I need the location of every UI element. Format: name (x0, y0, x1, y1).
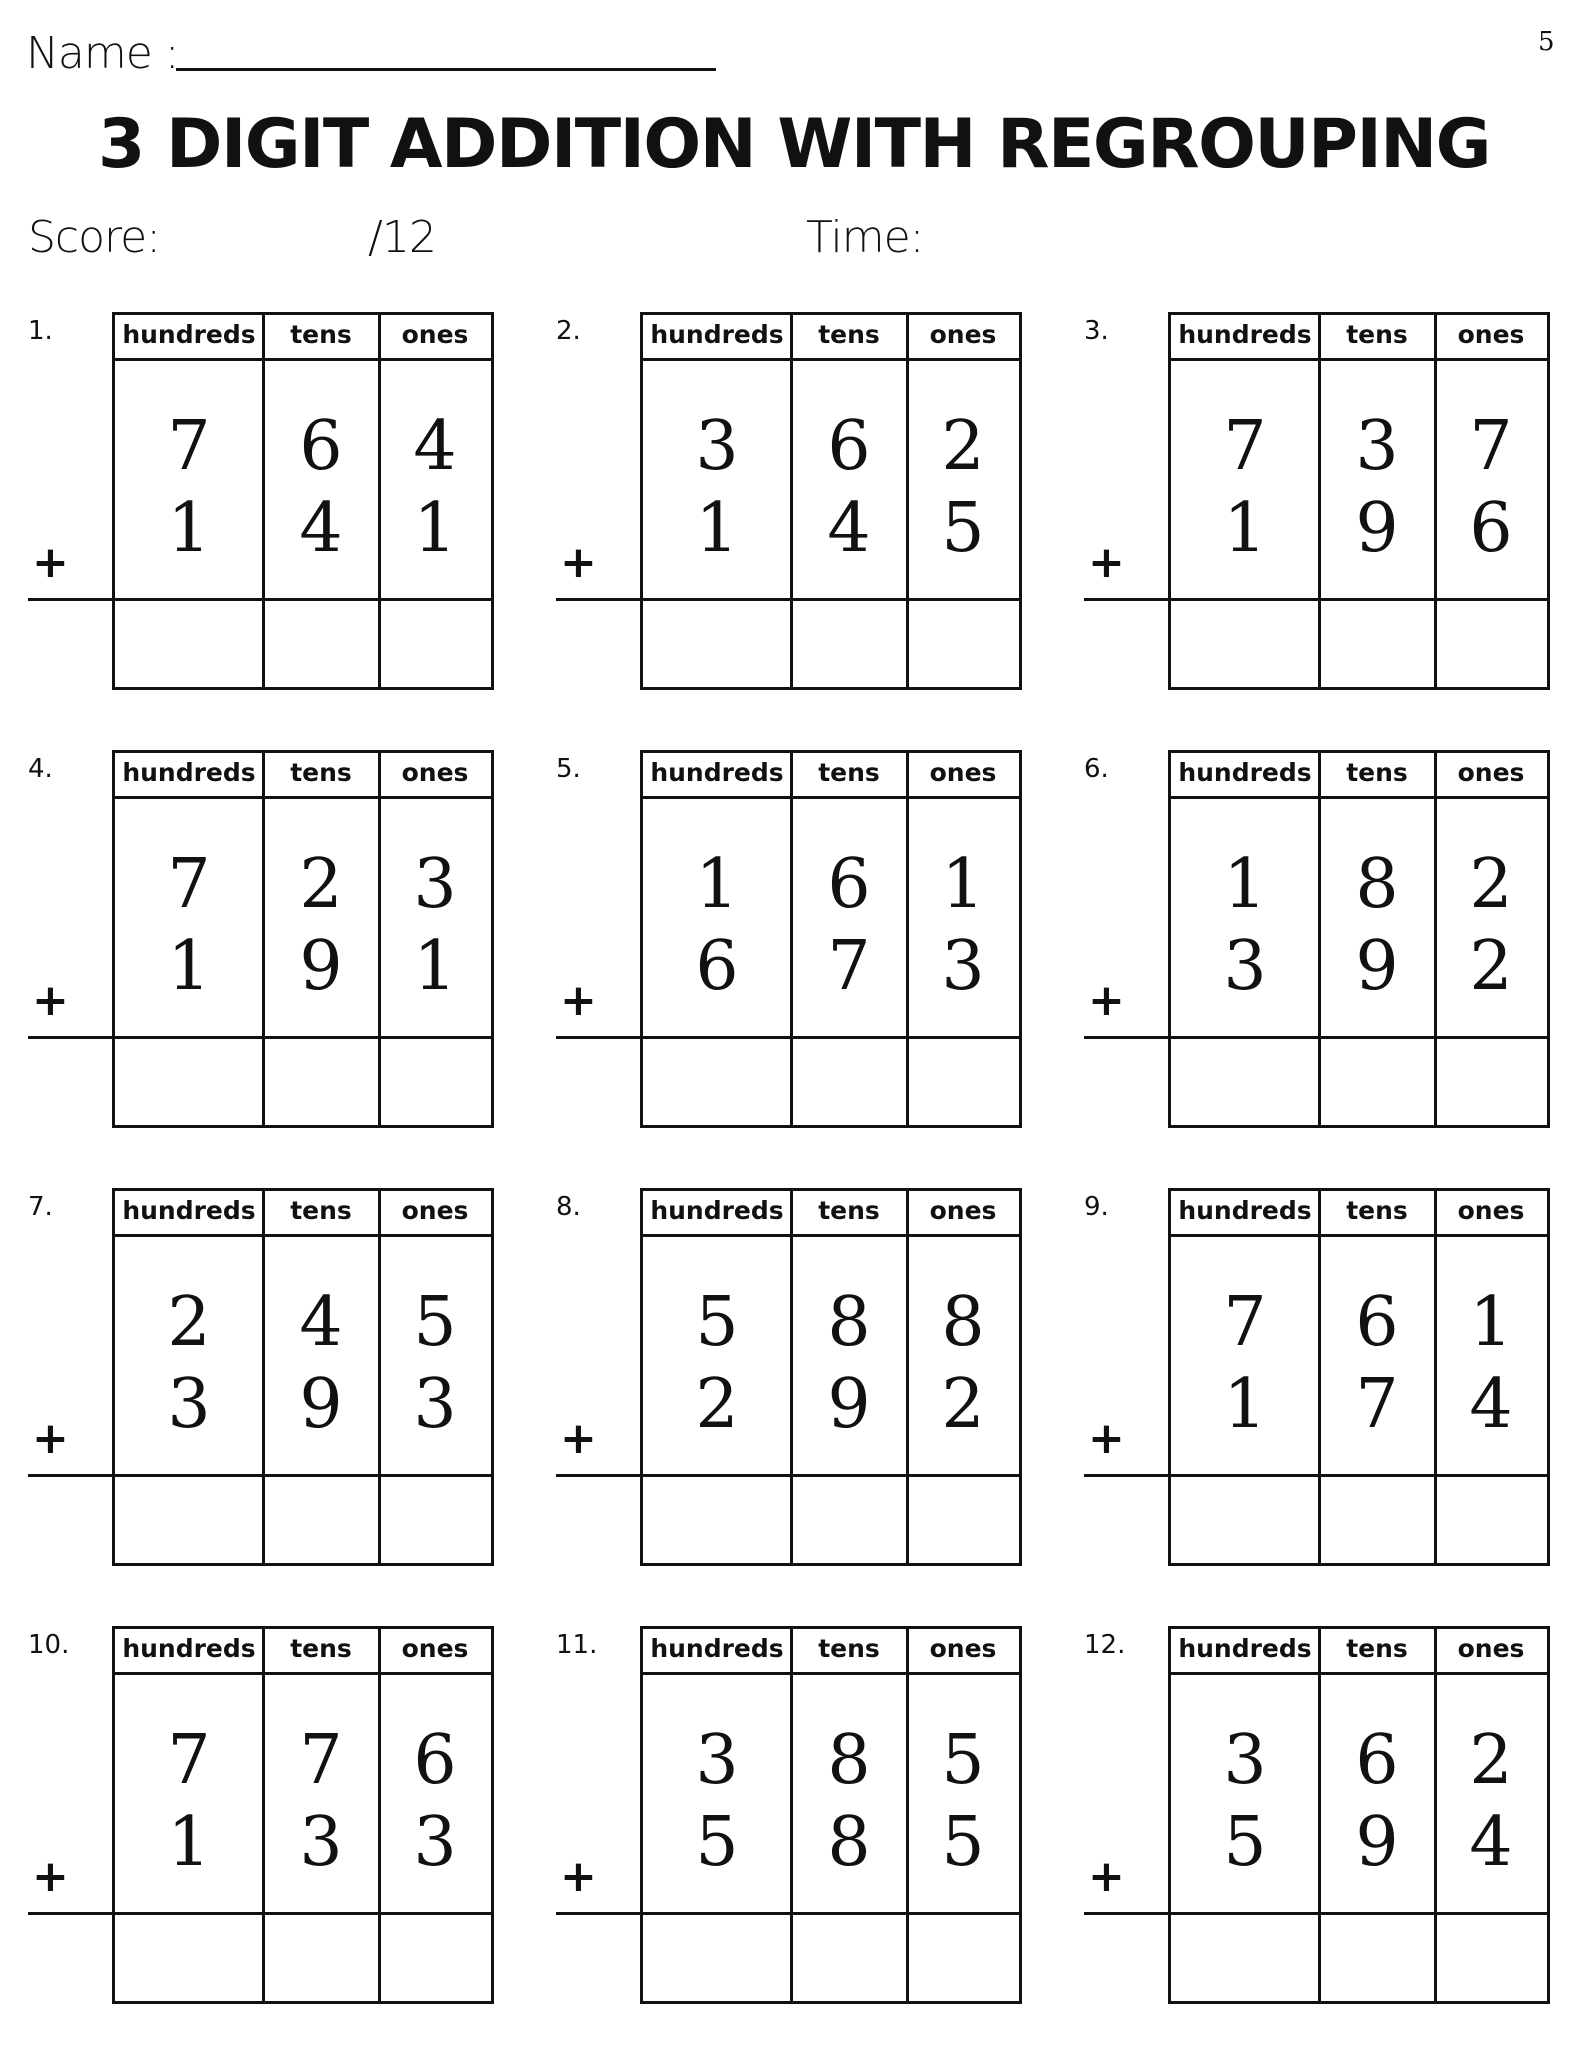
column-header-ones: ones (401, 1634, 469, 1663)
answer-cell-tens[interactable] (263, 604, 378, 687)
answer-cell-tens[interactable] (791, 604, 906, 687)
addend-top-tens-digit: 4 (299, 1283, 343, 1362)
header-row (1171, 315, 1547, 361)
addend-top-tens-digit: 8 (827, 1721, 871, 1800)
answer-cell-hundreds[interactable] (643, 1480, 790, 1563)
plus-sign: + (32, 1851, 69, 1902)
sum-line (1084, 598, 1550, 601)
column-header-tens: tens (290, 1634, 352, 1663)
sum-line (28, 1474, 494, 1477)
problem (28, 312, 538, 692)
problem (1084, 750, 1588, 1130)
addend-bottom-ones-digit: 1 (413, 927, 457, 1006)
addend-top-ones-digit: 2 (1469, 845, 1513, 924)
answer-cell-hundreds[interactable] (115, 1480, 262, 1563)
answer-cell-ones[interactable] (1435, 1042, 1547, 1125)
column-header-ones: ones (401, 1196, 469, 1225)
answer-cell-tens[interactable] (263, 1042, 378, 1125)
addend-top-hundreds-digit: 3 (1223, 1721, 1267, 1800)
sum-line (28, 598, 494, 601)
addend-top-ones-digit: 5 (413, 1283, 457, 1362)
answer-cell-tens[interactable] (1319, 1918, 1434, 2001)
addend-top-tens-digit: 6 (827, 407, 871, 486)
place-value-table (112, 1626, 494, 2004)
problem (1084, 1626, 1588, 2006)
answer-cell-ones[interactable] (907, 604, 1019, 687)
addend-bottom-tens-digit: 9 (1355, 927, 1399, 1006)
addend-top-tens-digit: 6 (299, 407, 343, 486)
addend-bottom-hundreds-digit: 1 (1223, 1365, 1267, 1444)
addend-top-ones-digit: 6 (413, 1721, 457, 1800)
addend-top-ones-digit: 2 (941, 407, 985, 486)
addend-bottom-tens-digit: 7 (1355, 1365, 1399, 1444)
addend-bottom-ones-digit: 1 (413, 489, 457, 568)
addend-top-ones-digit: 2 (1469, 1721, 1513, 1800)
addend-bottom-tens-digit: 9 (299, 1365, 343, 1444)
addend-bottom-ones-digit: 2 (1469, 927, 1513, 1006)
addend-top-hundreds-digit: 2 (167, 1283, 211, 1362)
header-row (115, 1629, 491, 1675)
addend-top-tens-digit: 3 (1355, 407, 1399, 486)
column-header-tens: tens (818, 758, 880, 787)
problem (556, 312, 1066, 692)
answer-cell-ones[interactable] (907, 1480, 1019, 1563)
addend-bottom-tens-digit: 4 (299, 489, 343, 568)
column-header-hundreds: hundreds (650, 320, 784, 349)
addend-bottom-ones-digit: 3 (413, 1803, 457, 1882)
sum-line (556, 1912, 1022, 1915)
plus-sign: + (560, 537, 597, 588)
answer-cell-hundreds[interactable] (1171, 1480, 1318, 1563)
problem (28, 750, 538, 1130)
header-row (643, 1629, 1019, 1675)
addend-bottom-hundreds-digit: 1 (167, 489, 211, 568)
column-header-ones: ones (929, 320, 997, 349)
addend-top-hundreds-digit: 7 (1223, 407, 1267, 486)
column-header-hundreds: hundreds (650, 1196, 784, 1225)
addend-bottom-ones-digit: 4 (1469, 1365, 1513, 1444)
addend-top-tens-digit: 6 (1355, 1721, 1399, 1800)
answer-cell-ones[interactable] (379, 1918, 491, 2001)
answer-cell-ones[interactable] (1435, 1918, 1547, 2001)
problem-number: 4. (28, 754, 53, 784)
place-value-table (1168, 750, 1550, 1128)
place-value-table (640, 1626, 1022, 2004)
column-header-hundreds: hundreds (1178, 758, 1312, 787)
addend-top-hundreds-digit: 1 (695, 845, 739, 924)
problem-number: 1. (28, 316, 53, 346)
column-header-tens: tens (1346, 758, 1408, 787)
header-row (115, 753, 491, 799)
answer-cell-tens[interactable] (791, 1480, 906, 1563)
answer-cell-hundreds[interactable] (643, 604, 790, 687)
addend-top-ones-digit: 1 (1469, 1283, 1513, 1362)
column-header-hundreds: hundreds (122, 758, 256, 787)
column-header-tens: tens (1346, 1196, 1408, 1225)
answer-cell-ones[interactable] (379, 1042, 491, 1125)
addend-top-tens-digit: 6 (1355, 1283, 1399, 1362)
column-header-tens: tens (290, 1196, 352, 1225)
addend-top-tens-digit: 8 (1355, 845, 1399, 924)
worksheet-title: 3 DIGIT ADDITION WITH REGROUPING (98, 105, 1490, 184)
column-header-hundreds: hundreds (650, 758, 784, 787)
addend-top-hundreds-digit: 7 (167, 845, 211, 924)
place-value-table (112, 1188, 494, 1566)
plus-sign: + (560, 1413, 597, 1464)
addend-bottom-hundreds-digit: 3 (167, 1365, 211, 1444)
addend-bottom-hundreds-digit: 1 (695, 489, 739, 568)
addend-top-ones-digit: 1 (941, 845, 985, 924)
place-value-table (1168, 312, 1550, 690)
header-row (1171, 1629, 1547, 1675)
problem (28, 1626, 538, 2006)
addend-bottom-hundreds-digit: 1 (167, 927, 211, 1006)
addend-top-tens-digit: 8 (827, 1283, 871, 1362)
problem-number: 10. (28, 1630, 70, 1660)
addend-bottom-tens-digit: 9 (1355, 489, 1399, 568)
plus-sign: + (560, 1851, 597, 1902)
addend-top-ones-digit: 4 (413, 407, 457, 486)
problem (1084, 312, 1588, 692)
answer-cell-ones[interactable] (379, 604, 491, 687)
addend-bottom-hundreds-digit: 6 (695, 927, 739, 1006)
problem-number: 12. (1084, 1630, 1126, 1660)
addend-bottom-ones-digit: 5 (941, 1803, 985, 1882)
addend-top-hundreds-digit: 7 (167, 1721, 211, 1800)
addend-bottom-ones-digit: 2 (941, 1365, 985, 1444)
problem-number: 5. (556, 754, 581, 784)
addend-bottom-tens-digit: 9 (299, 927, 343, 1006)
addend-bottom-hundreds-digit: 5 (1223, 1803, 1267, 1882)
addend-bottom-tens-digit: 9 (827, 1365, 871, 1444)
sum-line (556, 1474, 1022, 1477)
place-value-table (640, 750, 1022, 1128)
answer-cell-hundreds[interactable] (643, 1918, 790, 2001)
addend-bottom-ones-digit: 3 (413, 1365, 457, 1444)
addend-bottom-hundreds-digit: 5 (695, 1803, 739, 1882)
answer-cell-ones[interactable] (1435, 604, 1547, 687)
problem-number: 8. (556, 1192, 581, 1222)
score-total: /12 (368, 212, 436, 263)
plus-sign: + (1088, 1851, 1125, 1902)
header-row (643, 315, 1019, 361)
addend-top-tens-digit: 2 (299, 845, 343, 924)
problem-number: 3. (1084, 316, 1109, 346)
problem (556, 750, 1066, 1130)
sum-line (1084, 1912, 1550, 1915)
addend-bottom-tens-digit: 8 (827, 1803, 871, 1882)
addend-bottom-hundreds-digit: 1 (1223, 489, 1267, 568)
column-header-hundreds: hundreds (122, 320, 256, 349)
answer-cell-tens[interactable] (1319, 1480, 1434, 1563)
problem (556, 1626, 1066, 2006)
addend-bottom-tens-digit: 9 (1355, 1803, 1399, 1882)
answer-cell-tens[interactable] (263, 1480, 378, 1563)
column-header-tens: tens (290, 758, 352, 787)
sum-line (556, 1036, 1022, 1039)
time-label: Time: (806, 212, 924, 263)
addend-bottom-hundreds-digit: 2 (695, 1365, 739, 1444)
addend-bottom-tens-digit: 4 (827, 489, 871, 568)
column-header-ones: ones (1457, 1196, 1525, 1225)
problem-number: 7. (28, 1192, 53, 1222)
plus-sign: + (1088, 537, 1125, 588)
problem-number: 9. (1084, 1192, 1109, 1222)
place-value-table (1168, 1626, 1550, 2004)
answer-cell-tens[interactable] (263, 1918, 378, 2001)
addend-top-hundreds-digit: 3 (695, 1721, 739, 1800)
column-header-ones: ones (401, 758, 469, 787)
plus-sign: + (32, 975, 69, 1026)
addend-top-hundreds-digit: 5 (695, 1283, 739, 1362)
answer-cell-ones[interactable] (907, 1918, 1019, 2001)
answer-cell-ones[interactable] (1435, 1480, 1547, 1563)
problem-number: 6. (1084, 754, 1109, 784)
answer-cell-hundreds[interactable] (643, 1042, 790, 1125)
answer-cell-ones[interactable] (379, 1480, 491, 1563)
column-header-ones: ones (929, 1634, 997, 1663)
addend-top-ones-digit: 7 (1469, 407, 1513, 486)
header-row (115, 315, 491, 361)
answer-cell-ones[interactable] (907, 1042, 1019, 1125)
addend-top-hundreds-digit: 7 (167, 407, 211, 486)
place-value-table (1168, 1188, 1550, 1566)
header-row (1171, 753, 1547, 799)
sum-line (556, 598, 1022, 601)
column-header-ones: ones (1457, 758, 1525, 787)
column-header-ones: ones (929, 1196, 997, 1225)
addend-top-hundreds-digit: 7 (1223, 1283, 1267, 1362)
column-header-hundreds: hundreds (650, 1634, 784, 1663)
plus-sign: + (560, 975, 597, 1026)
column-header-ones: ones (401, 320, 469, 349)
addend-bottom-tens-digit: 7 (827, 927, 871, 1006)
addend-bottom-tens-digit: 3 (299, 1803, 343, 1882)
column-header-hundreds: hundreds (1178, 1634, 1312, 1663)
answer-cell-tens[interactable] (791, 1042, 906, 1125)
addend-bottom-ones-digit: 3 (941, 927, 985, 1006)
addend-bottom-ones-digit: 4 (1469, 1803, 1513, 1882)
plus-sign: + (1088, 1413, 1125, 1464)
addend-top-ones-digit: 5 (941, 1721, 985, 1800)
plus-sign: + (32, 537, 69, 588)
header-row (115, 1191, 491, 1237)
addend-top-tens-digit: 7 (299, 1721, 343, 1800)
sum-line (1084, 1036, 1550, 1039)
addend-top-ones-digit: 8 (941, 1283, 985, 1362)
page-number: 5 (1538, 27, 1555, 57)
addend-top-hundreds-digit: 1 (1223, 845, 1267, 924)
problem-number: 2. (556, 316, 581, 346)
header-row (643, 1191, 1019, 1237)
place-value-table (640, 1188, 1022, 1566)
column-header-tens: tens (818, 1634, 880, 1663)
addend-bottom-hundreds-digit: 1 (167, 1803, 211, 1882)
sum-line (28, 1912, 494, 1915)
column-header-ones: ones (1457, 1634, 1525, 1663)
problem-number: 11. (556, 1630, 598, 1660)
answer-cell-hundreds[interactable] (115, 1042, 262, 1125)
addend-bottom-ones-digit: 5 (941, 489, 985, 568)
answer-cell-tens[interactable] (1319, 1042, 1434, 1125)
header-row (643, 753, 1019, 799)
addend-bottom-ones-digit: 6 (1469, 489, 1513, 568)
answer-cell-tens[interactable] (791, 1918, 906, 2001)
problem (556, 1188, 1066, 1568)
answer-cell-hundreds[interactable] (1171, 1918, 1318, 2001)
header-row (1171, 1191, 1547, 1237)
column-header-tens: tens (1346, 320, 1408, 349)
column-header-tens: tens (818, 1196, 880, 1225)
answer-cell-hundreds[interactable] (115, 604, 262, 687)
column-header-hundreds: hundreds (122, 1634, 256, 1663)
addend-top-tens-digit: 6 (827, 845, 871, 924)
answer-cell-hundreds[interactable] (1171, 604, 1318, 687)
place-value-table (640, 312, 1022, 690)
column-header-tens: tens (1346, 1634, 1408, 1663)
place-value-table (112, 750, 494, 1128)
column-header-hundreds: hundreds (1178, 1196, 1312, 1225)
problem (1084, 1188, 1588, 1568)
addend-top-ones-digit: 3 (413, 845, 457, 924)
column-header-hundreds: hundreds (1178, 320, 1312, 349)
place-value-table (112, 312, 494, 690)
column-header-ones: ones (929, 758, 997, 787)
column-header-ones: ones (1457, 320, 1525, 349)
problem (28, 1188, 538, 1568)
addend-bottom-hundreds-digit: 3 (1223, 927, 1267, 1006)
column-header-hundreds: hundreds (122, 1196, 256, 1225)
score-label: Score: (28, 212, 161, 263)
addend-top-hundreds-digit: 3 (695, 407, 739, 486)
name-label: Name : (26, 28, 179, 79)
answer-cell-tens[interactable] (1319, 604, 1434, 687)
column-header-tens: tens (818, 320, 880, 349)
plus-sign: + (1088, 975, 1125, 1026)
sum-line (28, 1036, 494, 1039)
sum-line (1084, 1474, 1550, 1477)
answer-cell-hundreds[interactable] (115, 1918, 262, 2001)
column-header-tens: tens (290, 320, 352, 349)
plus-sign: + (32, 1413, 69, 1464)
answer-cell-hundreds[interactable] (1171, 1042, 1318, 1125)
